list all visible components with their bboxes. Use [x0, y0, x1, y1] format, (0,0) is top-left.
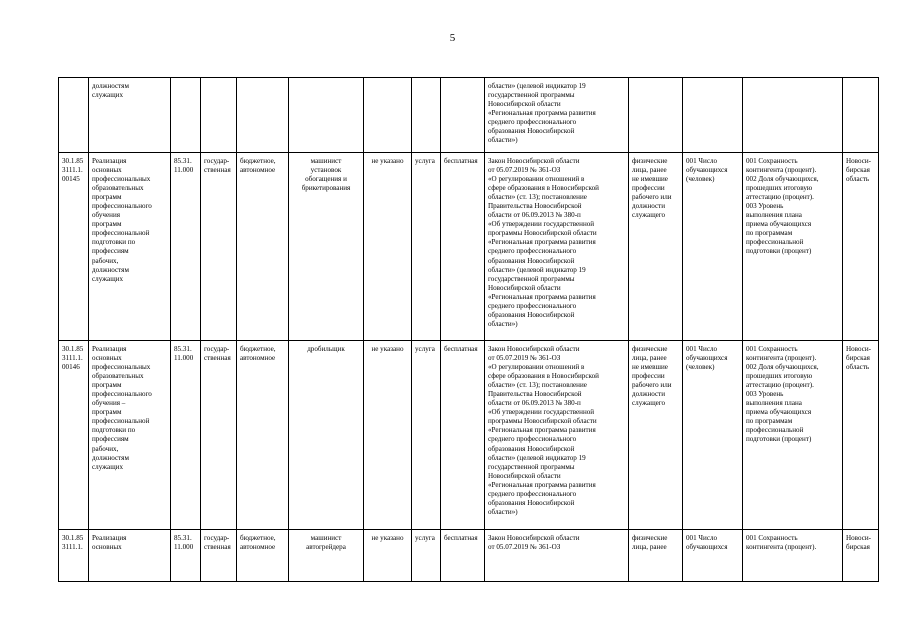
service-name-cell: Реализация основных [89, 530, 171, 582]
consumers-cell: физические лица, ранее не имевшие профессии рабочего или должности служащего [629, 341, 683, 530]
page-number: 5 [449, 32, 456, 44]
profession-cell: дробильщик [289, 341, 364, 530]
service-type-cell: государ- ственная [201, 341, 237, 530]
content-cell [364, 78, 412, 153]
okved-code-cell: 85.31. 11.000 [171, 530, 201, 582]
service-type-cell: государ- ственная [201, 153, 237, 341]
service-type-cell [201, 78, 237, 153]
profession-cell [289, 78, 364, 153]
service-code-cell: 30.1.85 3111.1. [59, 530, 89, 582]
region-cell [843, 78, 879, 153]
institution-kind-cell: бюджетное, автономное [237, 153, 289, 341]
quality-indicator-cell: 001 Сохранность контингента (процент). 002 Доля обучающихся, прошедших итоговую аттестацию (процент). 003 Уровень выполнения плана приема обучающихся по программам профессиональной подготовки (процент) [743, 153, 843, 341]
region-cell: Новоси- бирская область [843, 153, 879, 341]
profession-cell: машинист автогрейдера [289, 530, 364, 582]
table-row [59, 341, 879, 530]
volume-indicator-cell [683, 78, 743, 153]
table-row [59, 153, 879, 341]
service-code-cell: 30.1.85 3111.1. 00146 [59, 341, 89, 530]
profession-cell: машинист установок обогащения и брикетирования [289, 153, 364, 341]
legal-basis-cell: области» (целевой индикатор 19 государственной программы Новосибирской области «Региональная программа развития среднего профессионального образования Новосибирской области») [485, 78, 629, 153]
service-type-cell: государ- ственная [201, 530, 237, 582]
payment-cell: бесплатная [441, 530, 485, 582]
services-registry-table [58, 77, 879, 582]
legal-basis-cell: Закон Новосибирской области от 05.07.2019 № 361-ОЗ «О регулировании отношений в сфере образования в Новосибирской области» (ст. 13); постановление Правительства Новосибирской области от 06.09.2013 № 380-п «Об утверждении государственной программы Новосибирской области «Региональная программа развития среднего профессионального образования Новосибирской области» (целевой индикатор 19 государственной программы Новосибирской области «Региональная программа развития среднего профессионального образования Новосибирской области») [485, 153, 629, 341]
table-row [59, 78, 879, 153]
okved-code-cell [171, 78, 201, 153]
volume-indicator-cell: 001 Число обучающихся [683, 530, 743, 582]
quality-indicator-cell: 001 Сохранность контингента (процент). [743, 530, 843, 582]
region-cell: Новоси- бирская [843, 530, 879, 582]
institution-kind-cell: бюджетное, автономное [237, 530, 289, 582]
form-cell: услуга [412, 153, 441, 341]
volume-indicator-cell: 001 Число обучающихся (человек) [683, 341, 743, 530]
service-code-cell [59, 78, 89, 153]
service-name-cell: Реализация основных профессиональных образовательных программ профессионального обучения программ профессиональной подготовки по профессиям рабочих, должностям служащих [89, 153, 171, 341]
volume-indicator-cell: 001 Число обучающихся (человек) [683, 153, 743, 341]
consumers-cell: физические лица, ранее [629, 530, 683, 582]
region-cell: Новоси- бирская область [843, 341, 879, 530]
okved-code-cell: 85.31. 11.000 [171, 341, 201, 530]
quality-indicator-cell [743, 78, 843, 153]
legal-basis-cell: Закон Новосибирской области от 05.07.2019 № 361-ОЗ [485, 530, 629, 582]
service-name-cell: должностям служащих [89, 78, 171, 153]
content-cell: не указано [364, 153, 412, 341]
payment-cell: бесплатная [441, 153, 485, 341]
service-code-cell: 30.1.85 3111.1. 00145 [59, 153, 89, 341]
consumers-cell: физические лица, ранее не имевшие профессии рабочего или должности служащего [629, 153, 683, 341]
institution-kind-cell: бюджетное, автономное [237, 341, 289, 530]
legal-basis-cell: Закон Новосибирской области от 05.07.2019 № 361-ОЗ «О регулировании отношений в сфере образования в Новосибирской области» (ст. 13); постановление Правительства Новосибирской области от 06.09.2013 № 380-п «Об утверждении государственной программы Новосибирской области «Региональная программа развития среднего профессионального образования Новосибирской области» (целевой индикатор 19 государственной программы Новосибирской области «Региональная программа развития среднего профессионального образования Новосибирской области») [485, 341, 629, 530]
service-name-cell: Реализация основных профессиональных образовательных программ профессионального обучения – программ профессиональной подготовки по профессиям рабочих, должностям служащих [89, 341, 171, 530]
table-row [59, 530, 879, 582]
quality-indicator-cell: 001 Сохранность контингента (процент). 002 Доля обучающихся, прошедших итоговую аттестацию (процент). 003 Уровень выполнения плана приема обучающихся по программам профессиональной подготовки (процент) [743, 341, 843, 530]
institution-kind-cell [237, 78, 289, 153]
form-cell: услуга [412, 341, 441, 530]
content-cell: не указано [364, 530, 412, 582]
payment-cell [441, 78, 485, 153]
okved-code-cell: 85.31. 11.000 [171, 153, 201, 341]
form-cell: услуга [412, 530, 441, 582]
consumers-cell [629, 78, 683, 153]
form-cell [412, 78, 441, 153]
content-cell: не указано [364, 341, 412, 530]
payment-cell: бесплатная [441, 341, 485, 530]
